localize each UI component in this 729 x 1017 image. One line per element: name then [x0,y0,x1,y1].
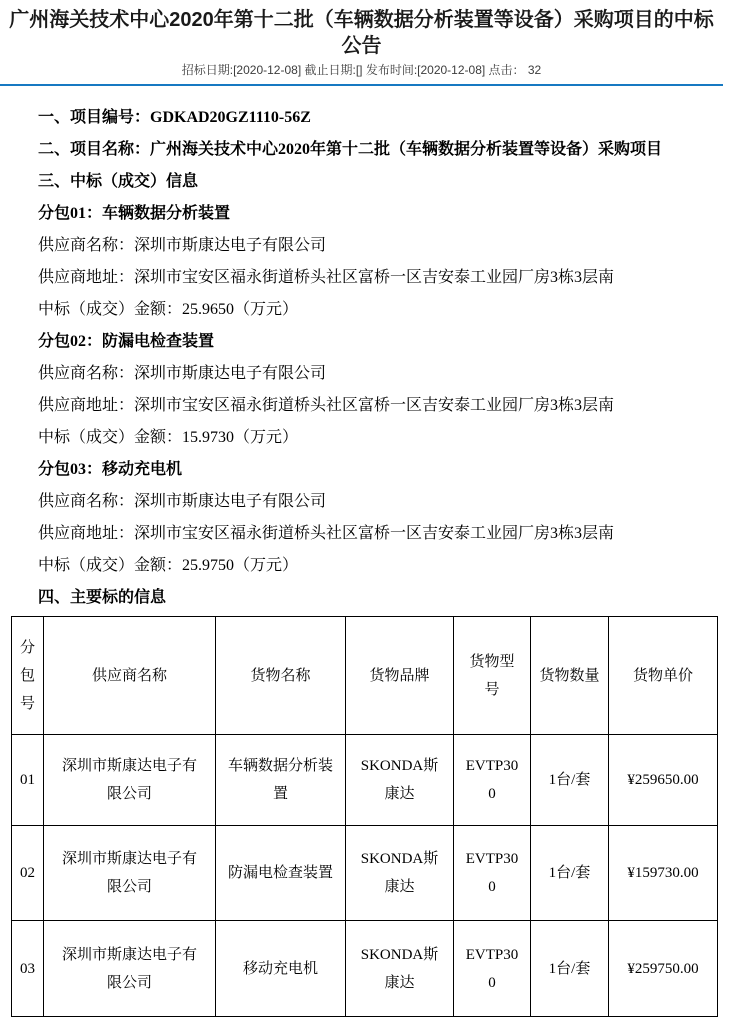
cell-goods-qty: 1台/套 [531,921,609,1017]
award-info-heading: 三、中标（成交）信息 [38,173,199,190]
cell-supplier-name: 深圳市斯康达电子有限公司 [44,826,216,921]
cell-goods-model: EVTP300 [454,735,531,826]
cell-goods-model: EVTP300 [454,826,531,921]
page-header [0,0,723,86]
award-amount-line: 中标（成交）金额：25.9650（万元） [38,301,299,318]
col-header-goods-model: 货物型号 [454,617,531,735]
col-header-supplier-name: 供应商名称 [44,617,216,735]
cell-package-no: 02 [12,826,44,921]
cell-package-no: 03 [12,921,44,1017]
package-heading: 分包03：移动充电机 [38,461,183,478]
table-row [12,735,718,826]
table-row [12,826,718,921]
col-header-goods-brand: 货物品牌 [346,617,454,735]
cell-supplier-name: 深圳市斯康达电子有限公司 [44,735,216,826]
supplier-address-line: 供应商地址：深圳市宝安区福永街道桥头社区富桥一区吉安泰工业园厂房3栋3层南 [38,397,615,414]
cell-goods-name: 移动充电机 [216,921,346,1017]
supplier-address-line: 供应商地址：深圳市宝安区福永街道桥头社区富桥一区吉安泰工业园厂房3栋3层南 [38,269,615,286]
project-number-line: 一、项目编号：GDKAD20GZ1110-56Z [38,109,311,126]
col-header-goods-price: 货物单价 [609,617,718,735]
supplier-address-line: 供应商地址：深圳市宝安区福永街道桥头社区富桥一区吉安泰工业园厂房3栋3层南 [38,525,615,542]
col-header-goods-name: 货物名称 [216,617,346,735]
cell-goods-name: 防漏电检查装置 [216,826,346,921]
award-amount-line: 中标（成交）金额：25.9750（万元） [38,557,299,574]
cell-goods-brand: SKONDA斯康达 [346,735,454,826]
award-amount-line: 中标（成交）金额：15.9730（万元） [38,429,299,446]
cell-goods-brand: SKONDA斯康达 [346,921,454,1017]
supplier-name-line: 供应商名称：深圳市斯康达电子有限公司 [38,493,327,510]
cell-package-no: 01 [12,735,44,826]
col-header-package-no: 分包号 [12,617,44,735]
cell-goods-price: ¥259650.00 [609,735,718,826]
cell-goods-qty: 1台/套 [531,826,609,921]
announcement-body [0,102,729,614]
project-name-line: 二、项目名称：广州海关技术中心2020年第十二批（车辆数据分析装置等设备）采购项目 [38,141,663,158]
cell-goods-qty: 1台/套 [531,735,609,826]
bid-items-table [11,616,718,1017]
table-row [12,921,718,1017]
cell-goods-model: EVTP300 [454,921,531,1017]
page-title: 广州海关技术中心2020年第十二批（车辆数据分析装置等设备）采购项目的中标公告 [9,9,714,57]
package-block-01 [38,198,729,326]
supplier-name-line: 供应商名称：深圳市斯康达电子有限公司 [38,365,327,382]
package-block-02 [38,326,729,454]
main-subject-heading: 四、主要标的信息 [38,589,167,606]
cell-goods-price: ¥259750.00 [609,921,718,1017]
supplier-name-line: 供应商名称：深圳市斯康达电子有限公司 [38,237,327,254]
package-heading: 分包01：车辆数据分析装置 [38,205,231,222]
cell-goods-name: 车辆数据分析装置 [216,735,346,826]
table-header-row [12,617,718,735]
cell-goods-brand: SKONDA斯康达 [346,826,454,921]
package-block-03 [38,454,729,582]
col-header-goods-qty: 货物数量 [531,617,609,735]
cell-goods-price: ¥159730.00 [609,826,718,921]
package-heading: 分包02：防漏电检查装置 [38,333,215,350]
page-meta: 招标日期:[2020-12-08] 截止日期:[] 发布时间:[2020-12-08] 点击： 32 [181,63,542,77]
cell-supplier-name: 深圳市斯康达电子有限公司 [44,921,216,1017]
